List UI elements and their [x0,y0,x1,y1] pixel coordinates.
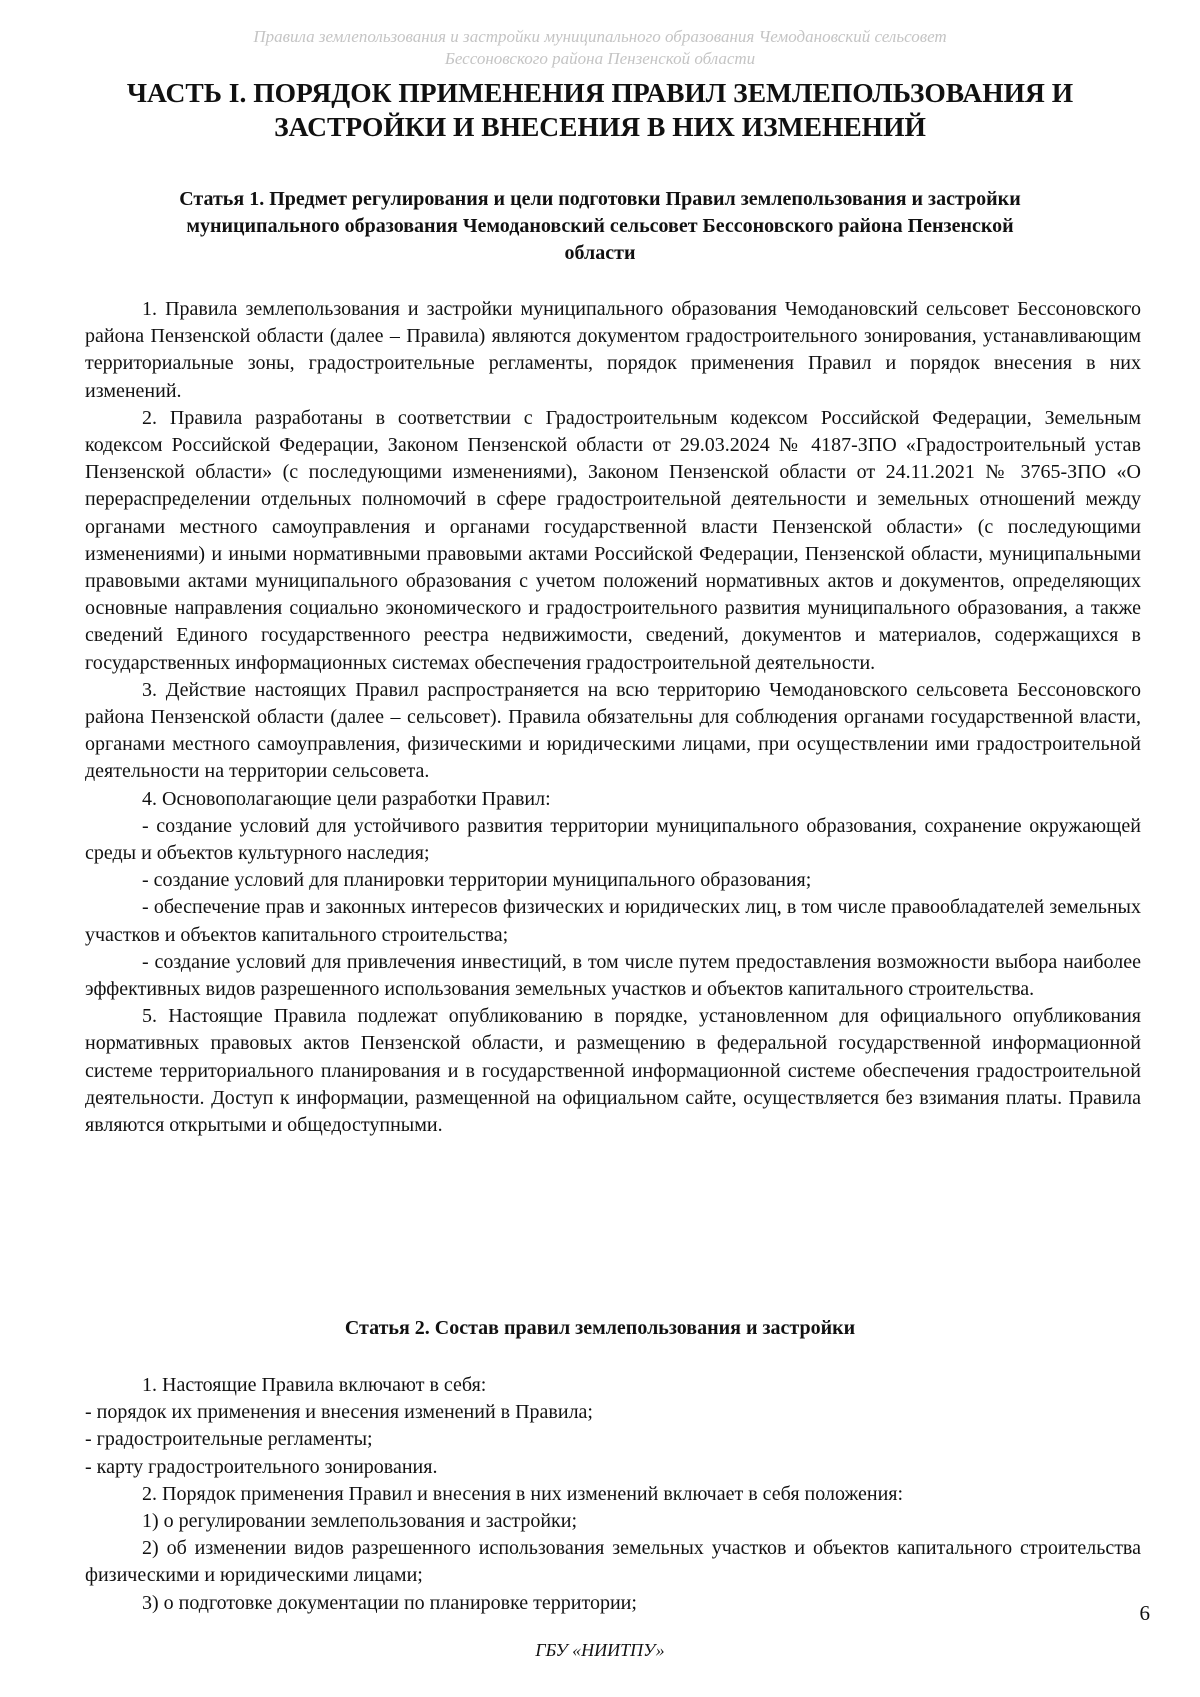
article-title-line: области [564,242,636,264]
list-item: - карту градостроительного зонирования. [85,1455,438,1478]
list-item: 2) об изменении видов разрешенного использования земельных участков и объектов капитального строительства физическими и юридическими лицами; [85,1537,1141,1587]
running-header [150,26,1050,70]
paragraph: 2. Порядок применения Правил и внесения в них изменений включает в себя положения: [142,1482,904,1505]
article-title-line: муниципального образования Чемодановский сельсовет Бессоновского района Пензенской [186,215,1014,237]
article-title-line: Статья 1. Предмет регулирования и цели подготовки Правил землепользования и застройки [179,188,1021,210]
article-1-body [85,296,1141,1139]
paragraph: 3. Действие настоящих Правил распространяется на всю территорию Чемодановского сельсовета Бессоновского района Пензенской области (далее – сельсовет). Правила обязательны для соблюдения органами государственной власти, органами местного самоуправления, физическими и юридическими лицами, при осуществлении ими градостроительной деятельности на территории сельсовета. [85,678,1141,783]
list-item: - градостроительные регламенты; [85,1428,373,1451]
list-item: - обеспечение прав и законных интересов физических и юридических лиц, в том числе правообладателей земельных участков и объектов капитального строительства; [85,896,1141,946]
list-item: - создание условий для планировки территории муниципального образования; [142,869,812,892]
list-item: - создание условий для устойчивого развития территории муниципального образования, сохранение окружающей среды и объектов культурного наследия; [85,814,1141,865]
paragraph: 1. Настоящие Правила включают в себя: [142,1374,487,1396]
list-item: - создание условий для привлечения инвестиций, в том числе путем предоставления возможности выбора наиболее эффективных видов разрешенного использования земельных участков и объектов капитального строительства. [85,950,1141,1001]
paragraph: 1. Правила землепользования и застройки муниципального образования Чемодановский сельсовет Бессоновского района Пензенской области (далее – Правила) являются документом градостроительного зонирования, устанавливающим территориальные зоны, градостроительные регламенты, порядок применения Правил и порядок внесения в них изменений. [85,298,1141,402]
list-item: - порядок их применения и внесения изменений в Правила; [85,1401,593,1424]
paragraph: 5. Настоящие Правила подлежат опубликованию в порядке, установленном для официального опубликования нормативных правовых актов Пензенской области, и размещению в федеральной государственной информационной системе территориального планирования и в государственной информационной системе обеспечения градостроительной деятельности. Доступ к информации, размещенной на официальном сайте, осуществляется без взимания платы. Правила являются открытыми и общедоступными. [85,1005,1141,1137]
running-header-line: Бессоновского района Пензенской области [444,49,756,68]
article-1-title [95,186,1105,267]
running-header-line: Правила землепользования и застройки муниципального образования Чемодановский сельсовет [253,27,947,46]
article-2-title: Статья 2. Состав правил землепользования и застройки [344,1317,856,1339]
paragraph: 4. Основополагающие цели разработки Правил: [142,787,551,810]
part-title [85,76,1115,144]
page-number: 6 [1139,1601,1150,1625]
article-2-body [85,1372,1141,1617]
part-title-line: ЗАСТРОЙКИ И ВНЕСЕНИЯ В НИХ ИЗМЕНЕНИЙ [274,111,926,142]
running-footer: ГБУ «НИИТПУ» [535,1640,665,1660]
list-item: 3) о подготовке документации по планировке территории; [142,1591,637,1614]
paragraph: 2. Правила разработаны в соответствии с Градостроительным кодексом Российской Федерации, Земельным кодексом Российской Федерации, Законом Пензенской области от 29.03.2024 № 4187-ЗПО «Градостроительный устав Пензенской области» (с последующими изменениями), Законом Пензенской области от 24.11.2021 № 3765-ЗПО «О перераспределении отдельных полномочий в сфере градостроительной деятельности и земельных отношений между органами местного самоуправления и органами государственной власти Пензенской области» (с последующими изменениями) и иными нормативными правовыми актами Российской Федерации, Пензенской области, муниципальными правовыми актами муниципального образования с учетом положений нормативных актов и документов, определяющих основные направления социально экономического и градостроительного развития муниципального образования, а также сведений Единого государственного реестра недвижимости, сведений, документов и материалов, содержащихся в государственных информационных системах обеспечения градостроительной деятельности. [85,406,1141,674]
list-item: 1) о регулировании землепользования и застройки; [142,1510,578,1533]
part-title-line: ЧАСТЬ I. ПОРЯДОК ПРИМЕНЕНИЯ ПРАВИЛ ЗЕМЛЕПОЛЬЗОВАНИЯ И [126,77,1074,108]
